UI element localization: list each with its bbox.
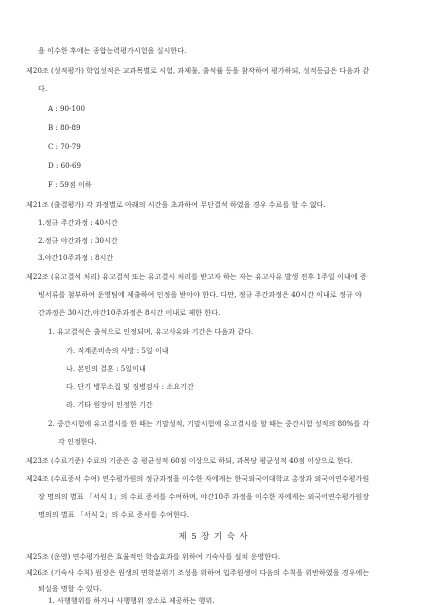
text-line: 다. bbox=[38, 84, 48, 93]
grade-b: B : 80-89 bbox=[48, 123, 81, 132]
text-line: 퇴실을 명할 수 있다. bbox=[38, 584, 102, 593]
article-22-heading: 제22조 (유고결석 처리) 유고결석 또는 유고결시 처리를 받고자 하는 자는 유고사유 발생 전후 1주일 이내에 증 bbox=[26, 272, 367, 281]
list-item: 1.정규 주간과정 : 40시간 bbox=[38, 218, 118, 227]
article-24-heading: 제24조 (수료증서 수여) 연수평가원의 정규과정을 이수한 자에게는 한국외국어대학교 총장과 외국어연수평가원 bbox=[26, 474, 370, 483]
grade-d: D : 60-69 bbox=[48, 161, 82, 170]
text-line: 명의의 별표 「서식 2」의 수료 증서를 수여한다. bbox=[38, 510, 189, 519]
text-line: 각 인정한다. bbox=[58, 437, 97, 446]
text-line: 장 명의의 별표 「서식 1」의 수료 증서를 수여하며, 야간10주 과정을 이수한 자에게는 외국어연수평가원장 bbox=[38, 492, 370, 501]
chapter-title: 제 5 장 기 숙 사 bbox=[178, 531, 249, 541]
sub-list-item: 라. 기타 원장이 인정한 기간 bbox=[66, 400, 153, 409]
grade-c: C : 70-79 bbox=[48, 142, 81, 151]
text-line: 빙서류를 첨부하여 운영팀에 제출하여 인정을 받아야 한다. 다만, 정규 주간과정은 40시간 이내로 정규 야 bbox=[38, 290, 362, 299]
list-item: 1. 유고결석은 출석으로 인정되며, 유고사유와 기간은 다음과 같다. bbox=[48, 327, 254, 336]
list-item: 1. 사행행위를 하거나 사행행위 장소로 제공하는 행위. bbox=[48, 596, 215, 605]
text-line: 을 이수한 후에는 종합능력평가시험을 실시한다. bbox=[38, 46, 187, 55]
article-23-heading: 제23조 (수료기준) 수료의 기준은 총 평균성적 60점 이상으로 하되, 과목당 평균성적 40점 이상으로 한다. bbox=[26, 456, 353, 465]
sub-list-item: 다. 단기 병무소집 및 징병검사 : 소요기간 bbox=[66, 382, 194, 391]
grade-a: A : 90-100 bbox=[48, 104, 85, 113]
article-20-heading: 제20조 (성적평가) 학업성적은 교과목별로 시험, 과제물, 출석률 등을 참작하여 평가하되, 성적등급은 다음과 같 bbox=[26, 66, 370, 75]
article-25-heading: 제25조 (운영) 연수평가원은 효율적인 학습효과를 위하여 기숙사를 설치 운영한다. bbox=[26, 552, 281, 561]
article-21-heading: 제21조 (출결평가) 각 과정별로 아래의 시간을 초과하여 무단결석 하였을 경우 수료를 할 수 없다. bbox=[26, 200, 326, 209]
sub-list-item: 나. 본인의 결혼 : 5일이내 bbox=[66, 364, 146, 373]
sub-list-item: 가. 직계존비속의 사망 : 5일 이내 bbox=[66, 346, 169, 355]
list-item: 2.정규 야간과정 : 30시간 bbox=[38, 236, 118, 245]
article-26-heading: 제26조 (기숙사 수칙) 원장은 원생의 면학분위기 조성을 위하여 입주원생이 다음의 수칙을 위반하였을 경우에는 bbox=[26, 568, 370, 577]
list-item: 2. 중간시험에 유고결시를 한 때는 기말성적, 기말시험에 유고결시를 할 때는 중간시험 성적의 80%를 각 bbox=[48, 419, 370, 428]
list-item: 3.야간10주과정 : 8시간 bbox=[38, 253, 114, 262]
text-line: 간과정은 30시간,야간10주과정은 8시간 이내로 제한 한다. bbox=[38, 308, 221, 317]
grade-f: F : 59점 이하 bbox=[48, 180, 92, 189]
